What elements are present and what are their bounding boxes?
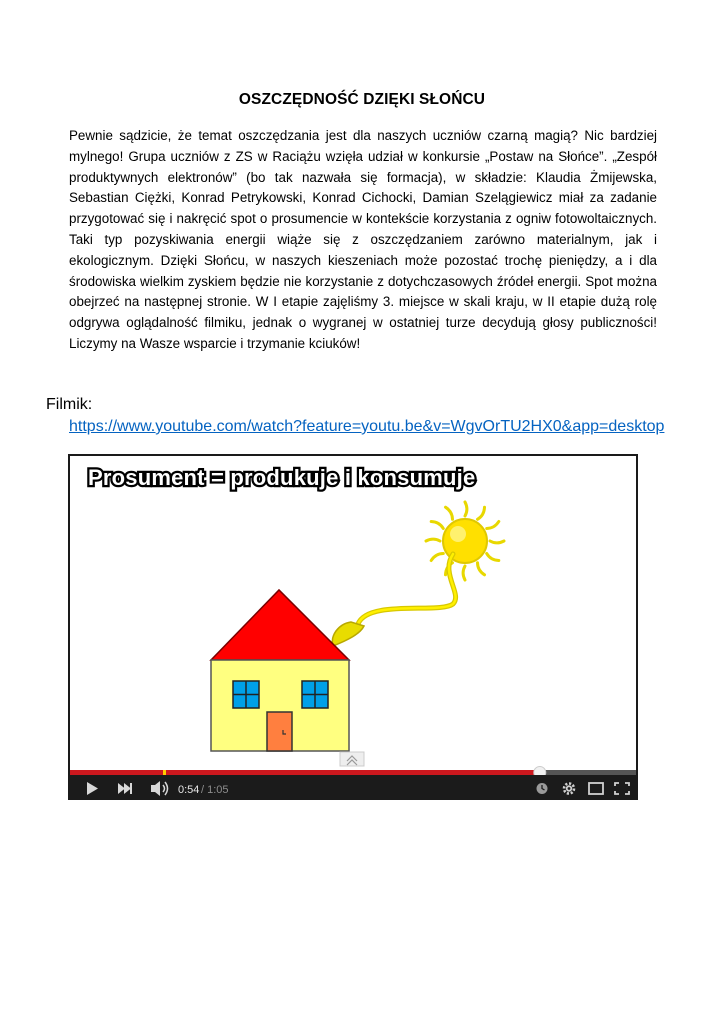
current-time: 0:54 bbox=[178, 784, 200, 796]
video-player[interactable] bbox=[68, 454, 638, 800]
article-body: Pewnie sądzicie, że temat oszczędzania jest dla naszych uczniów czarną magią? Nic bardziej mylnego! Grupa uczniów z ZS w Raciążu wzięła udział w konkursie „Postaw na Słońce”. „Zespół produktywnych elektronów” (bo tak nazwała się formacja), w składzie: Klaudia Żmijewska, Sebastian Ciężki, Konrad Petrykowski, Konrad Cichocki, Damian Szelągiewicz miał za zadanie przygotować się i nakręcić spot o prosumencie w kontekście korzystania z ogniw fotowoltaicznych. Taki typ pozyskiwania energii wiąże się z oszczędzaniem zarówno materialnym, jak i ekologicznym. Dzięki Słońcu, w naszych kieszeniach może pozostać trochę pieniędzy, a i dla środowiska wielkim zyskiem będzie nie korzystanie z dotychczasowych źródeł energii. Spot można obejrzeć na następnej stronie. W I etapie zajęliśmy 3. miejsce w skali kraju, w II etapie dużą rolę odgrywa oglądalność filmiku, jednak o wygranej w ostatniej turze decydują głosy publiczności! Liczymy na Wasze wsparcie i trzymanie kciuków! bbox=[69, 128, 657, 351]
youtube-link[interactable]: https://www.youtube.com/watch?feature=youtu.be&v=WgvOrTU2HX0&app=desktop bbox=[69, 418, 665, 435]
chapter-marker bbox=[163, 770, 166, 775]
video-heading: Prosument = produkuje i konsumuje bbox=[88, 465, 476, 490]
house-door bbox=[267, 712, 292, 751]
window-right bbox=[302, 681, 328, 708]
video-frame bbox=[70, 456, 636, 772]
watch-later-icon[interactable] bbox=[537, 783, 548, 794]
film-label: Filmik: bbox=[46, 396, 93, 413]
expand-handle[interactable] bbox=[340, 752, 364, 766]
duration: / 1:05 bbox=[201, 784, 229, 796]
window-left bbox=[233, 681, 259, 708]
article-title: OSZCZĘDNOŚĆ DZIĘKI SŁOŃCU bbox=[238, 91, 486, 108]
progress-fill bbox=[70, 770, 540, 775]
